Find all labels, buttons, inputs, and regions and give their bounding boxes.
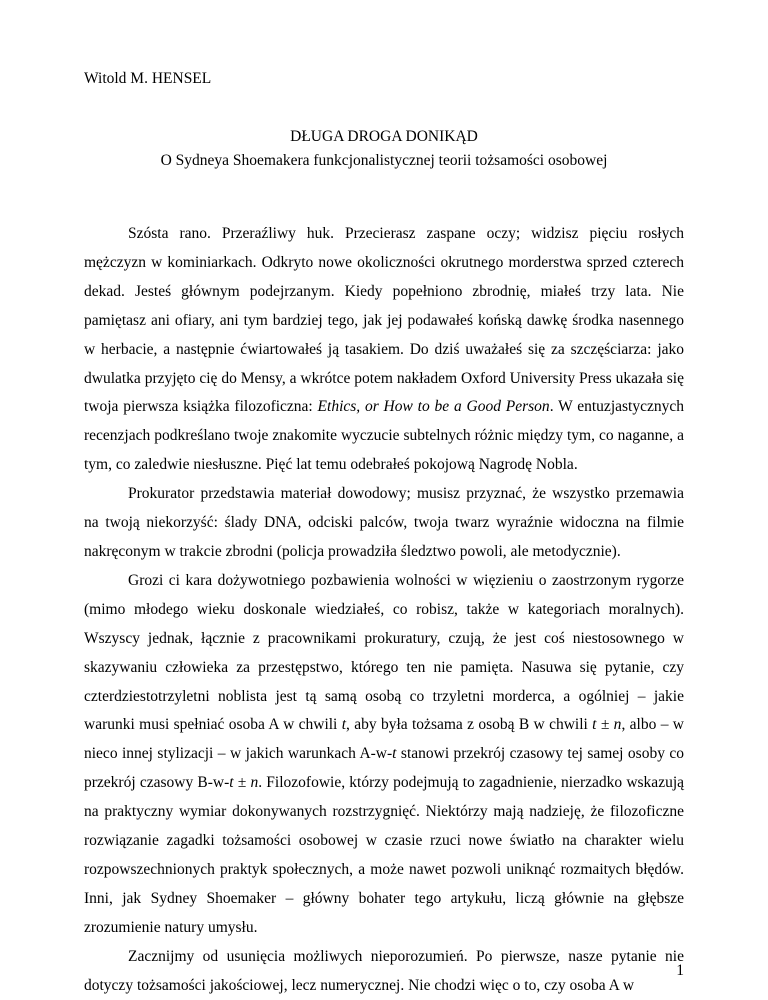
paragraph-3: [84, 567, 684, 943]
paragraph-3-text-b: , aby była tożsama z osobą B w chwili: [346, 716, 593, 734]
paragraph-3-text-c: , albo – w nieco innej stylizacji – w jakich warunkach A-w-: [84, 716, 684, 763]
author-name: Witold M. HENSEL: [84, 70, 212, 87]
book-title: Ethics, or How to be a Good Person: [317, 398, 550, 416]
variable-t-pm-n-2: t ± n: [229, 774, 259, 792]
article-title: DŁUGA DROGA DONIKĄD: [290, 128, 478, 145]
article-body: [84, 220, 684, 1000]
paragraph-1-text-b: . W entuzjastycznych recenzjach podkreślano twoje znakomite wyczucie subtelnych różnic między tym, co naganne, a tym, co zaledwie niesłuszne. Pięć lat temu odebrałeś pokojową Nagrodę Nobla.: [84, 398, 684, 474]
paragraph-4: Zacznijmy od usunięcia możliwych nieporozumień. Po pierwsze, nasze pytanie nie dotyczy tożsamości jakościowej, lecz numerycznej. Nie chodzi więc o to, czy osoba A w: [84, 947, 684, 994]
paragraph-3-text-d: stanowi przekrój czasowy tej samej osoby co przekrój czasowy B-w-: [84, 745, 684, 792]
paragraph-1-text-a: Szósta rano. Przeraźliwy huk. Przecierasz zaspane oczy; widzisz pięciu rosłych mężczyzn w kominiarkach. Odkryto nowe okoliczności okrutnego morderstwa sprzed czterech dekad. Jesteś głównym podejrzanym. Kiedy popełniono zbrodnię, miałeś trzy lata. Nie pamiętasz ani ofiary, ani tym bardziej tego, jak jej podawałeś końską dawkę środka nasennego w herbacie, a następnie ćwiartowałeś ją tasakiem. Do dziś uważałeś się za szczęściarza: jako dwulatka przyjęto cię do Mensy, a wkrótce potem nakładem Oxford University Press ukazała się twoja pierwsza książka filozoficzna:: [84, 225, 684, 416]
paragraph-3-text-a: Grozi ci kara dożywotniego pozbawienia wolności w więzieniu o zaostrzonym rygorze (mimo młodego wieku doskonale wiedziałeś, co robisz, także w kategoriach moralnych). Wszyscy jednak, łącznie z pracownikami prokuratury, czują, że jest coś niestosownego w skazywaniu człowieka za przestępstwo, którego ten nie pamięta. Nasuwa się pytanie, czy czterdziestotrzyletni noblista jest tą samą osobą co trzyletni morderca, a ogólniej – jakie warunki musi spełniać osoba A w chwili: [84, 571, 684, 734]
paragraph-3-text-e: . Filozofowie, którzy podejmują to zagadnienie, nierzadko wskazują na praktyczny wymiar dokonywanych rozstrzygnięć. Niektórzy mają nadzieję, że filozoficzne rozwiązanie zagadki tożsamości osobowej w czasie rzuci nowe światło na charakter wielu rozpowszechnionych praktyk społecznych, a może nawet pozwoli uniknąć rozmaitych błędów. Inni, jak Sydney Shoemaker – główny bohater tego artykułu, liczą głównie na głębsze zrozumienie natury umysłu.: [84, 774, 685, 936]
variable-t-2: t: [392, 745, 397, 763]
paragraph-2: Prokurator przedstawia materiał dowodowy; musisz przyznać, że wszystko przemawia na twoją niekorzyść: ślady DNA, odciski palców, twoja twarz wyraźnie widoczna na filmie nakręconym w trakcie zbrodni (policja prowadziła śledztwo powoli, ale metodycznie).: [84, 485, 684, 560]
page-number: 1: [676, 962, 684, 979]
article-subtitle: O Sydneya Shoemakera funkcjonalistycznej teorii tożsamości osobowej: [160, 152, 608, 169]
variable-t: t: [341, 716, 347, 734]
paragraph-1: [84, 220, 684, 480]
variable-t-pm-n: t ± n: [592, 716, 622, 734]
